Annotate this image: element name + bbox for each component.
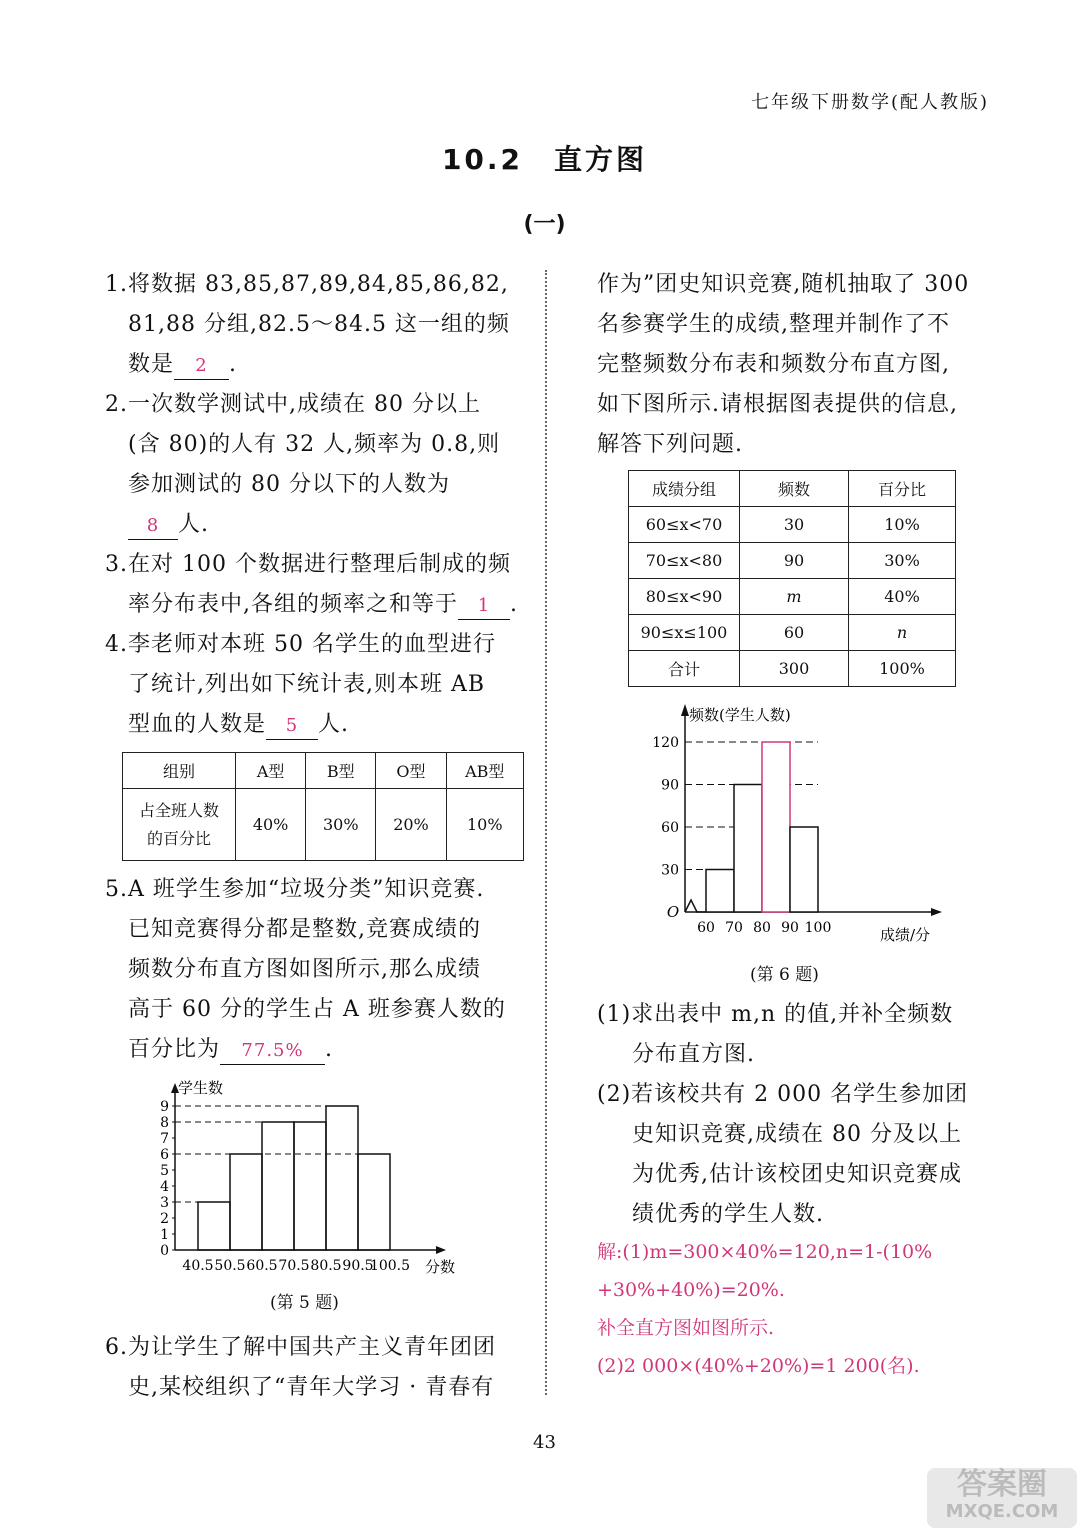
table-row (629, 579, 956, 615)
q5-line-5 (128, 1037, 333, 1065)
y-tick-label: 5 (160, 1163, 169, 1179)
q6-line-2: 史,某校组织了“青年大学习 · 青春有 (128, 1375, 495, 1400)
q1-text: 数是 (128, 352, 175, 377)
score-table (628, 470, 956, 687)
q1-end: . (229, 352, 238, 377)
x-tick-label: 50.5 (214, 1258, 246, 1274)
histogram-bar (706, 870, 734, 913)
y-tick-label: 1 (160, 1227, 169, 1243)
table-cell: m (740, 579, 849, 615)
q5-caption: (第 5 题) (270, 1293, 339, 1313)
histogram-bar (790, 827, 818, 912)
q5-text: 百分比为 (128, 1037, 221, 1062)
histogram-bar (262, 1122, 294, 1250)
histogram-bar (762, 742, 790, 912)
y-axis-label: 学生数 (178, 1079, 224, 1097)
q4-end: 人. (318, 712, 350, 737)
q5-answer-blank: 77.5% (220, 1038, 325, 1065)
q3-text: 率分布表中,各组的频率之和等于 (128, 592, 458, 617)
watermark-bottom: MXQE.COM (945, 1501, 1059, 1522)
solution-line-2: +30%+40%)=20%. (597, 1279, 785, 1301)
q6-right-line-4: 如下图所示.请根据图表提供的信息, (597, 392, 958, 417)
x-tick-label: 80.5 (310, 1258, 342, 1274)
q5-line-3: 频数分布直方图如图所示,那么成绩 (128, 957, 481, 982)
x-tick-label: 60.5 (246, 1258, 278, 1274)
q2-end: 人. (178, 512, 209, 537)
table-header-row (123, 753, 524, 789)
q3-end: . (510, 592, 518, 617)
q3-line-1: 3.在对 100 个数据进行整理后制成的频 (105, 552, 511, 577)
table-row (629, 543, 956, 579)
table-header: A型 (236, 753, 306, 789)
q6-part2-line-2: 史知识竞赛,成绩在 80 分及以上 (632, 1122, 962, 1147)
table-header: B型 (306, 753, 376, 789)
table-cell: 80≤x<90 (629, 579, 740, 615)
watermark-logo (927, 1468, 1077, 1528)
x-tick-label: 60 (697, 920, 715, 936)
solution-line-4: (2)2 000×(40%+20%)=1 200(名). (597, 1355, 920, 1377)
q6-right-line-3: 完整频数分布表和频数分布直方图, (597, 352, 950, 377)
y-tick-label: 30 (661, 862, 679, 879)
y-tick-label: 90 (661, 777, 679, 794)
table-cell: 40% (236, 789, 306, 861)
q6-histogram (640, 700, 950, 945)
q2-line-2: (含 80)的人有 32 人,频率为 0.8,则 (128, 432, 501, 457)
y-axis-label: 频数(学生人数) (689, 706, 791, 724)
table-header: 成绩分组 (629, 471, 740, 507)
histogram-bar (734, 785, 762, 913)
q6-part1-line-1: (1)求出表中 m,n 的值,并补全频数 (597, 1002, 954, 1027)
table-cell: 10% (446, 789, 523, 861)
x-axis-arrow (436, 1246, 446, 1254)
origin-label: O (666, 903, 680, 921)
y-tick-label: 120 (652, 735, 679, 751)
column-divider (545, 270, 547, 1395)
q2-line-3: 参加测试的 80 分以下的人数为 (128, 472, 450, 497)
table-cell: n (849, 615, 956, 651)
q2-answer-blank: 8 (128, 513, 178, 540)
table-cell: 10% (849, 507, 956, 543)
table-cell: 90 (740, 543, 849, 579)
table-cell: 30 (740, 507, 849, 543)
q6-line-1: 6.为让学生了解中国共产主义青年团团 (105, 1335, 496, 1360)
y-tick-label: 0 (160, 1243, 169, 1259)
q2-line-4 (128, 512, 209, 540)
q1-answer-blank: 2 (174, 353, 229, 380)
histogram-bar (326, 1106, 358, 1250)
table-row (629, 615, 956, 651)
section-subtitle: (一) (523, 212, 566, 237)
y-tick-label: 7 (160, 1131, 169, 1147)
q3-answer-blank: 1 (458, 593, 510, 620)
table-header: AB型 (446, 753, 523, 789)
x-tick-label: 100 (804, 920, 832, 936)
q1-line-2: 81,88 分组,82.5～84.5 这一组的频 (128, 312, 510, 337)
table-row (629, 507, 956, 543)
y-tick-label: 2 (160, 1211, 169, 1227)
section-title: 10.2 直方图 (441, 143, 648, 176)
table-cell: 70≤x<80 (629, 543, 740, 579)
y-tick-label: 9 (160, 1099, 169, 1115)
x-axis-label: 成绩/分 (880, 926, 931, 944)
q2-line-1: 2.一次数学测试中,成绩在 80 分以上 (105, 392, 481, 417)
row-label-line-2: 的百分比 (146, 828, 211, 848)
table-cell: 90≤x≤100 (629, 615, 740, 651)
x-tick-label: 80 (753, 920, 771, 936)
q5-end: . (325, 1037, 334, 1062)
solution-line-3: 补全直方图如图所示. (597, 1317, 775, 1339)
table-cell: 300 (740, 651, 849, 687)
table-cell (123, 789, 236, 861)
q6-right-line-5: 解答下列问题. (597, 432, 743, 457)
x-tick-label: 40.5 (182, 1258, 214, 1274)
y-axis-arrow (681, 704, 689, 716)
table-row (123, 789, 524, 861)
q6-part2-line-4: 绩优秀的学生人数. (632, 1202, 824, 1227)
q5-line-2: 已知竞赛得分都是整数,竞赛成绩的 (128, 917, 481, 942)
y-tick-label: 6 (160, 1147, 169, 1163)
y-tick-label: 3 (160, 1195, 169, 1211)
histogram-bar (358, 1154, 390, 1250)
table-header: 百分比 (849, 471, 956, 507)
x-tick-label: 70.5 (278, 1258, 310, 1274)
row-label-line-1: 占全班人数 (138, 800, 219, 820)
y-tick-label: 8 (160, 1115, 169, 1131)
q5-line-1: 5.A 班学生参加“垃圾分类”知识竞赛. (105, 877, 485, 902)
x-axis-label: 分数 (425, 1258, 456, 1276)
histogram-bar (230, 1154, 262, 1250)
table-cell: 60≤x<70 (629, 507, 740, 543)
histogram-bar (294, 1122, 326, 1250)
x-tick-label: 90 (781, 920, 799, 936)
table-cell: 20% (376, 789, 446, 861)
table-cell: 60 (740, 615, 849, 651)
page-number: 43 (533, 1432, 556, 1453)
table-cell: 40% (849, 579, 956, 615)
q3-line-2 (128, 592, 518, 620)
table-cell: 合计 (629, 651, 740, 687)
q1-line-1: 1.将数据 83,85,87,89,84,85,86,82, (105, 272, 509, 297)
table-header: O型 (376, 753, 446, 789)
q5-histogram (140, 1075, 480, 1280)
q6-part1-line-2: 分布直方图. (632, 1042, 755, 1067)
q6-part2-line-3: 为优秀,估计该校团史知识竞赛成 (632, 1162, 962, 1187)
table-cell: 30% (849, 543, 956, 579)
q4-line-1: 4.李老师对本班 50 名学生的血型进行 (105, 632, 496, 657)
axis-break-mark (685, 900, 706, 912)
x-tick-label: 90.5 (342, 1258, 374, 1274)
blood-type-table (122, 752, 524, 861)
x-axis-arrow (931, 908, 942, 916)
q6-part2-line-1: (2)若该校共有 2 000 名学生参加团 (597, 1082, 969, 1107)
q4-line-3 (128, 712, 349, 740)
q4-text: 型血的人数是 (128, 712, 267, 737)
watermark-top: 答案圈 (957, 1467, 1047, 1502)
histogram-bar (198, 1202, 230, 1250)
y-tick-label: 60 (661, 820, 679, 836)
table-row (629, 651, 956, 687)
solution-line-1: 解:(1)m=300×40%=120,n=1-(10% (597, 1241, 933, 1263)
q5-line-4: 高于 60 分的学生占 A 班参赛人数的 (128, 997, 506, 1022)
table-cell: 30% (306, 789, 376, 861)
q6-right-line-2: 名参赛学生的成绩,整理并制作了不 (597, 312, 950, 337)
x-tick-label: 100.5 (369, 1258, 411, 1274)
table-header: 组别 (123, 753, 236, 789)
q4-line-2: 了统计,列出如下统计表,则本班 AB (128, 672, 486, 697)
y-tick-label: 4 (160, 1179, 169, 1195)
x-tick-label: 70 (725, 920, 743, 936)
table-header-row (629, 471, 956, 507)
table-header: 频数 (740, 471, 849, 507)
q6-right-line-1: 作为”团史知识竞赛,随机抽取了 300 (597, 272, 970, 297)
table-cell: 100% (849, 651, 956, 687)
book-header: 七年级下册数学(配人教版) (750, 92, 989, 113)
q4-answer-blank: 5 (266, 713, 318, 740)
q6-caption: (第 6 题) (750, 965, 819, 985)
q1-line-3 (128, 352, 237, 380)
